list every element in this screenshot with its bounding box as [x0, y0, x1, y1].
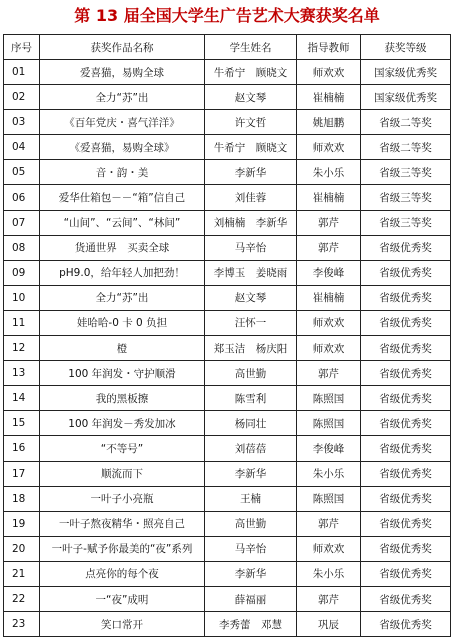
cell-level: 省级优秀奖 [361, 260, 451, 285]
cell-teacher: 师欢欢 [297, 60, 361, 85]
cell-no: 08 [4, 235, 40, 260]
cell-no: 09 [4, 260, 40, 285]
cell-student: 薛福丽 [205, 586, 297, 611]
cell-student: 牛希宁 顾晓文 [205, 60, 297, 85]
cell-work: 全力“苏”出 [40, 85, 205, 110]
cell-teacher: 巩辰 [297, 612, 361, 637]
cell-student: 王楠 [205, 486, 297, 511]
table-row [4, 260, 451, 285]
cell-student: 马辛怡 [205, 536, 297, 561]
table-row [4, 160, 451, 185]
cell-level: 省级优秀奖 [361, 561, 451, 586]
cell-student: 刘楠楠 李新华 [205, 210, 297, 235]
cell-teacher: 朱小乐 [297, 160, 361, 185]
table-row [4, 135, 451, 160]
table-row [4, 361, 451, 386]
cell-student: 赵文琴 [205, 85, 297, 110]
header-teacher: 指导教师 [297, 35, 361, 60]
table-row [4, 386, 451, 411]
cell-work: 笑口常开 [40, 612, 205, 637]
table-row [4, 461, 451, 486]
cell-teacher: 郭芹 [297, 235, 361, 260]
cell-teacher: 郭芹 [297, 511, 361, 536]
cell-no: 14 [4, 386, 40, 411]
table-row [4, 336, 451, 361]
cell-student: 李博玉 姜晓雨 [205, 260, 297, 285]
table-row [4, 612, 451, 637]
cell-level: 省级优秀奖 [361, 361, 451, 386]
cell-level: 省级优秀奖 [361, 285, 451, 310]
cell-no: 06 [4, 185, 40, 210]
cell-work: 《百年党庆・喜气洋洋》 [40, 110, 205, 135]
table-row [4, 285, 451, 310]
cell-work: 100 年润发・守护顺滑 [40, 361, 205, 386]
cell-teacher: 郭芹 [297, 586, 361, 611]
cell-work: 一“夜”成明 [40, 586, 205, 611]
header-work: 获奖作品名称 [40, 35, 205, 60]
cell-level: 国家级优秀奖 [361, 85, 451, 110]
cell-work: pH9.0，给年轻人加把劲！ [40, 260, 205, 285]
cell-no: 22 [4, 586, 40, 611]
table-row [4, 185, 451, 210]
cell-teacher: 崔楠楠 [297, 85, 361, 110]
table-row [4, 486, 451, 511]
cell-teacher: 师欢欢 [297, 135, 361, 160]
cell-no: 19 [4, 511, 40, 536]
cell-work: 爱华仕箱包－－“箱”信自己 [40, 185, 205, 210]
cell-work: 娃哈哈-0 卡 0 负担 [40, 310, 205, 335]
cell-work: 顺流而下 [40, 461, 205, 486]
table-row [4, 210, 451, 235]
cell-teacher: 朱小乐 [297, 561, 361, 586]
table-row [4, 235, 451, 260]
header-student: 学生姓名 [205, 35, 297, 60]
cell-student: 李新华 [205, 160, 297, 185]
cell-level: 省级优秀奖 [361, 386, 451, 411]
cell-no: 11 [4, 310, 40, 335]
cell-level: 省级优秀奖 [361, 511, 451, 536]
cell-student: 杨同壮 [205, 411, 297, 436]
cell-student: 赵文琴 [205, 285, 297, 310]
table-row [4, 586, 451, 611]
cell-no: 02 [4, 85, 40, 110]
cell-level: 省级三等奖 [361, 210, 451, 235]
cell-no: 20 [4, 536, 40, 561]
cell-teacher: 李俊峰 [297, 260, 361, 285]
cell-student: 陈雪利 [205, 386, 297, 411]
cell-work: 音・韵・美 [40, 160, 205, 185]
cell-student: 高世勤 [205, 511, 297, 536]
cell-level: 省级优秀奖 [361, 235, 451, 260]
cell-level: 省级优秀奖 [361, 486, 451, 511]
cell-level: 省级优秀奖 [361, 536, 451, 561]
table-row [4, 60, 451, 85]
cell-no: 13 [4, 361, 40, 386]
cell-teacher: 师欢欢 [297, 336, 361, 361]
cell-no: 18 [4, 486, 40, 511]
table-row [4, 561, 451, 586]
cell-level: 省级优秀奖 [361, 612, 451, 637]
cell-teacher: 郭芹 [297, 210, 361, 235]
header-level: 获奖等级 [361, 35, 451, 60]
table-row [4, 511, 451, 536]
cell-teacher: 朱小乐 [297, 461, 361, 486]
cell-teacher: 师欢欢 [297, 536, 361, 561]
cell-teacher: 崔楠楠 [297, 185, 361, 210]
document-title: 第 13 届全国大学生广告艺术大赛获奖名单 [74, 6, 380, 25]
cell-no: 21 [4, 561, 40, 586]
cell-student: 郑玉洁 杨庆阳 [205, 336, 297, 361]
cell-no: 05 [4, 160, 40, 185]
cell-level: 省级优秀奖 [361, 586, 451, 611]
cell-student: 许文哲 [205, 110, 297, 135]
cell-student: 牛希宁 顾晓文 [205, 135, 297, 160]
cell-teacher: 师欢欢 [297, 310, 361, 335]
cell-level: 省级三等奖 [361, 185, 451, 210]
cell-level: 国家级优秀奖 [361, 60, 451, 85]
cell-student: 马辛怡 [205, 235, 297, 260]
cell-level: 省级二等奖 [361, 110, 451, 135]
cell-level: 省级优秀奖 [361, 411, 451, 436]
cell-work: “不等号” [40, 436, 205, 461]
cell-teacher: 陈照国 [297, 386, 361, 411]
cell-teacher: 姚旭鹏 [297, 110, 361, 135]
award-table [3, 34, 451, 637]
cell-teacher: 李俊峰 [297, 436, 361, 461]
cell-no: 01 [4, 60, 40, 85]
header-no: 序号 [4, 35, 40, 60]
cell-no: 23 [4, 612, 40, 637]
table-body [4, 60, 451, 637]
cell-no: 04 [4, 135, 40, 160]
cell-student: 李新华 [205, 461, 297, 486]
table-row [4, 310, 451, 335]
cell-student: 刘佳蓉 [205, 185, 297, 210]
cell-student: 李新华 [205, 561, 297, 586]
cell-student: 刘蓓蓓 [205, 436, 297, 461]
table-row [4, 85, 451, 110]
table-row [4, 436, 451, 461]
cell-work: 《爱喜猫，易购全球》 [40, 135, 205, 160]
cell-teacher: 陈照国 [297, 411, 361, 436]
cell-level: 省级二等奖 [361, 135, 451, 160]
cell-work: 货通世界 买卖全球 [40, 235, 205, 260]
cell-no: 07 [4, 210, 40, 235]
cell-no: 10 [4, 285, 40, 310]
cell-level: 省级优秀奖 [361, 310, 451, 335]
cell-teacher: 崔楠楠 [297, 285, 361, 310]
cell-student: 汪怀一 [205, 310, 297, 335]
cell-student: 李秀蕾 邓慧 [205, 612, 297, 637]
cell-work: “山间”、“云间”、“林间” [40, 210, 205, 235]
cell-work: 橙 [40, 336, 205, 361]
cell-work: 全力“苏”出 [40, 285, 205, 310]
cell-work: 点亮你的每个夜 [40, 561, 205, 586]
header-row [4, 35, 451, 60]
table-row [4, 536, 451, 561]
cell-student: 高世勤 [205, 361, 297, 386]
cell-work: 一叶子小亮瓶 [40, 486, 205, 511]
cell-work: 一叶子-赋予你最美的“夜”系列 [40, 536, 205, 561]
cell-no: 12 [4, 336, 40, 361]
cell-level: 省级优秀奖 [361, 336, 451, 361]
cell-teacher: 郭芹 [297, 361, 361, 386]
table-row [4, 411, 451, 436]
cell-level: 省级三等奖 [361, 160, 451, 185]
cell-work: 一叶子熬夜精华・照亮自己 [40, 511, 205, 536]
cell-work: 爱喜猫，易购全球 [40, 60, 205, 85]
cell-no: 03 [4, 110, 40, 135]
cell-work: 我的黑板擦 [40, 386, 205, 411]
cell-level: 省级优秀奖 [361, 436, 451, 461]
table-row [4, 110, 451, 135]
cell-no: 15 [4, 411, 40, 436]
cell-no: 17 [4, 461, 40, 486]
cell-no: 16 [4, 436, 40, 461]
cell-level: 省级优秀奖 [361, 461, 451, 486]
cell-teacher: 陈照国 [297, 486, 361, 511]
cell-work: 100 年润发－秀发加冰 [40, 411, 205, 436]
